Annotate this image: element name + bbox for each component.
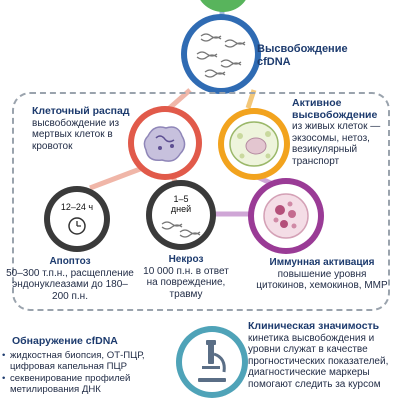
broken-cell-icon [134, 112, 196, 174]
cell-decay-block [32, 106, 136, 152]
detection-item: • жидкостная биопсия, ОТ-ПЦР, цифровая капельная ПЦР [2, 350, 177, 373]
active-release-block [292, 98, 394, 167]
detection-title: Обнаружение cfDNA [12, 335, 118, 347]
clinical-desc: кинетика высвобождения и уровни служат в качестве прогностических показателей, диагностические маркеры помогают следить за курсом [248, 332, 389, 390]
cell-decay-title: Клеточный распад [32, 105, 130, 117]
release-title: Высвобождение cfDNA [257, 43, 348, 68]
clinical-node [176, 326, 248, 398]
detection-list [2, 350, 177, 395]
cell-decay-desc: высвобождение из мертвых клеток в кровоток [32, 117, 120, 152]
clock-icon [50, 192, 104, 246]
immune-node [248, 178, 324, 254]
necrosis-node [146, 180, 216, 250]
apoptosis-title: Апоптоз [49, 256, 91, 267]
necrosis-title: Некроз [168, 254, 204, 265]
cell-decay-node [128, 106, 202, 180]
necrosis-block [138, 254, 234, 300]
detection-item: • секвенирование профилей метилирования ДНК [2, 373, 177, 396]
release-node [181, 14, 261, 94]
active-release-node [218, 108, 290, 180]
apoptosis-desc: 50–300 т.п.н., расщепление эндонуклеазами до 180–200 п.н. [6, 267, 134, 302]
clinical-block [248, 321, 401, 390]
immune-block [256, 257, 388, 292]
apoptosis-block [4, 256, 136, 302]
dna-fragments-icon [187, 20, 255, 88]
necrosis-desc: 10 000 п.н. в ответ на повреждение, травму [143, 265, 229, 300]
immune-cell-icon [254, 184, 318, 248]
microscope-icon [182, 332, 242, 392]
active-release-desc: из живых клеток — экзосомы, нетоз, везикулярный транспорт [292, 121, 381, 167]
immune-desc: повышение уровня цитокинов, хемокинов, MMP [256, 268, 388, 291]
necrosis-clock-label: 1–5 дней [170, 194, 192, 214]
clinical-title: Клиническая значимость [248, 320, 380, 332]
dna-strand-icon [152, 186, 210, 244]
apoptosis-clock-label: 12–24 ч [60, 202, 94, 212]
living-cell-icon [224, 114, 284, 174]
apoptosis-node [44, 186, 110, 252]
active-release-title: Активное высвобождение [292, 97, 378, 121]
immune-title: Иммунная активация [269, 257, 375, 268]
